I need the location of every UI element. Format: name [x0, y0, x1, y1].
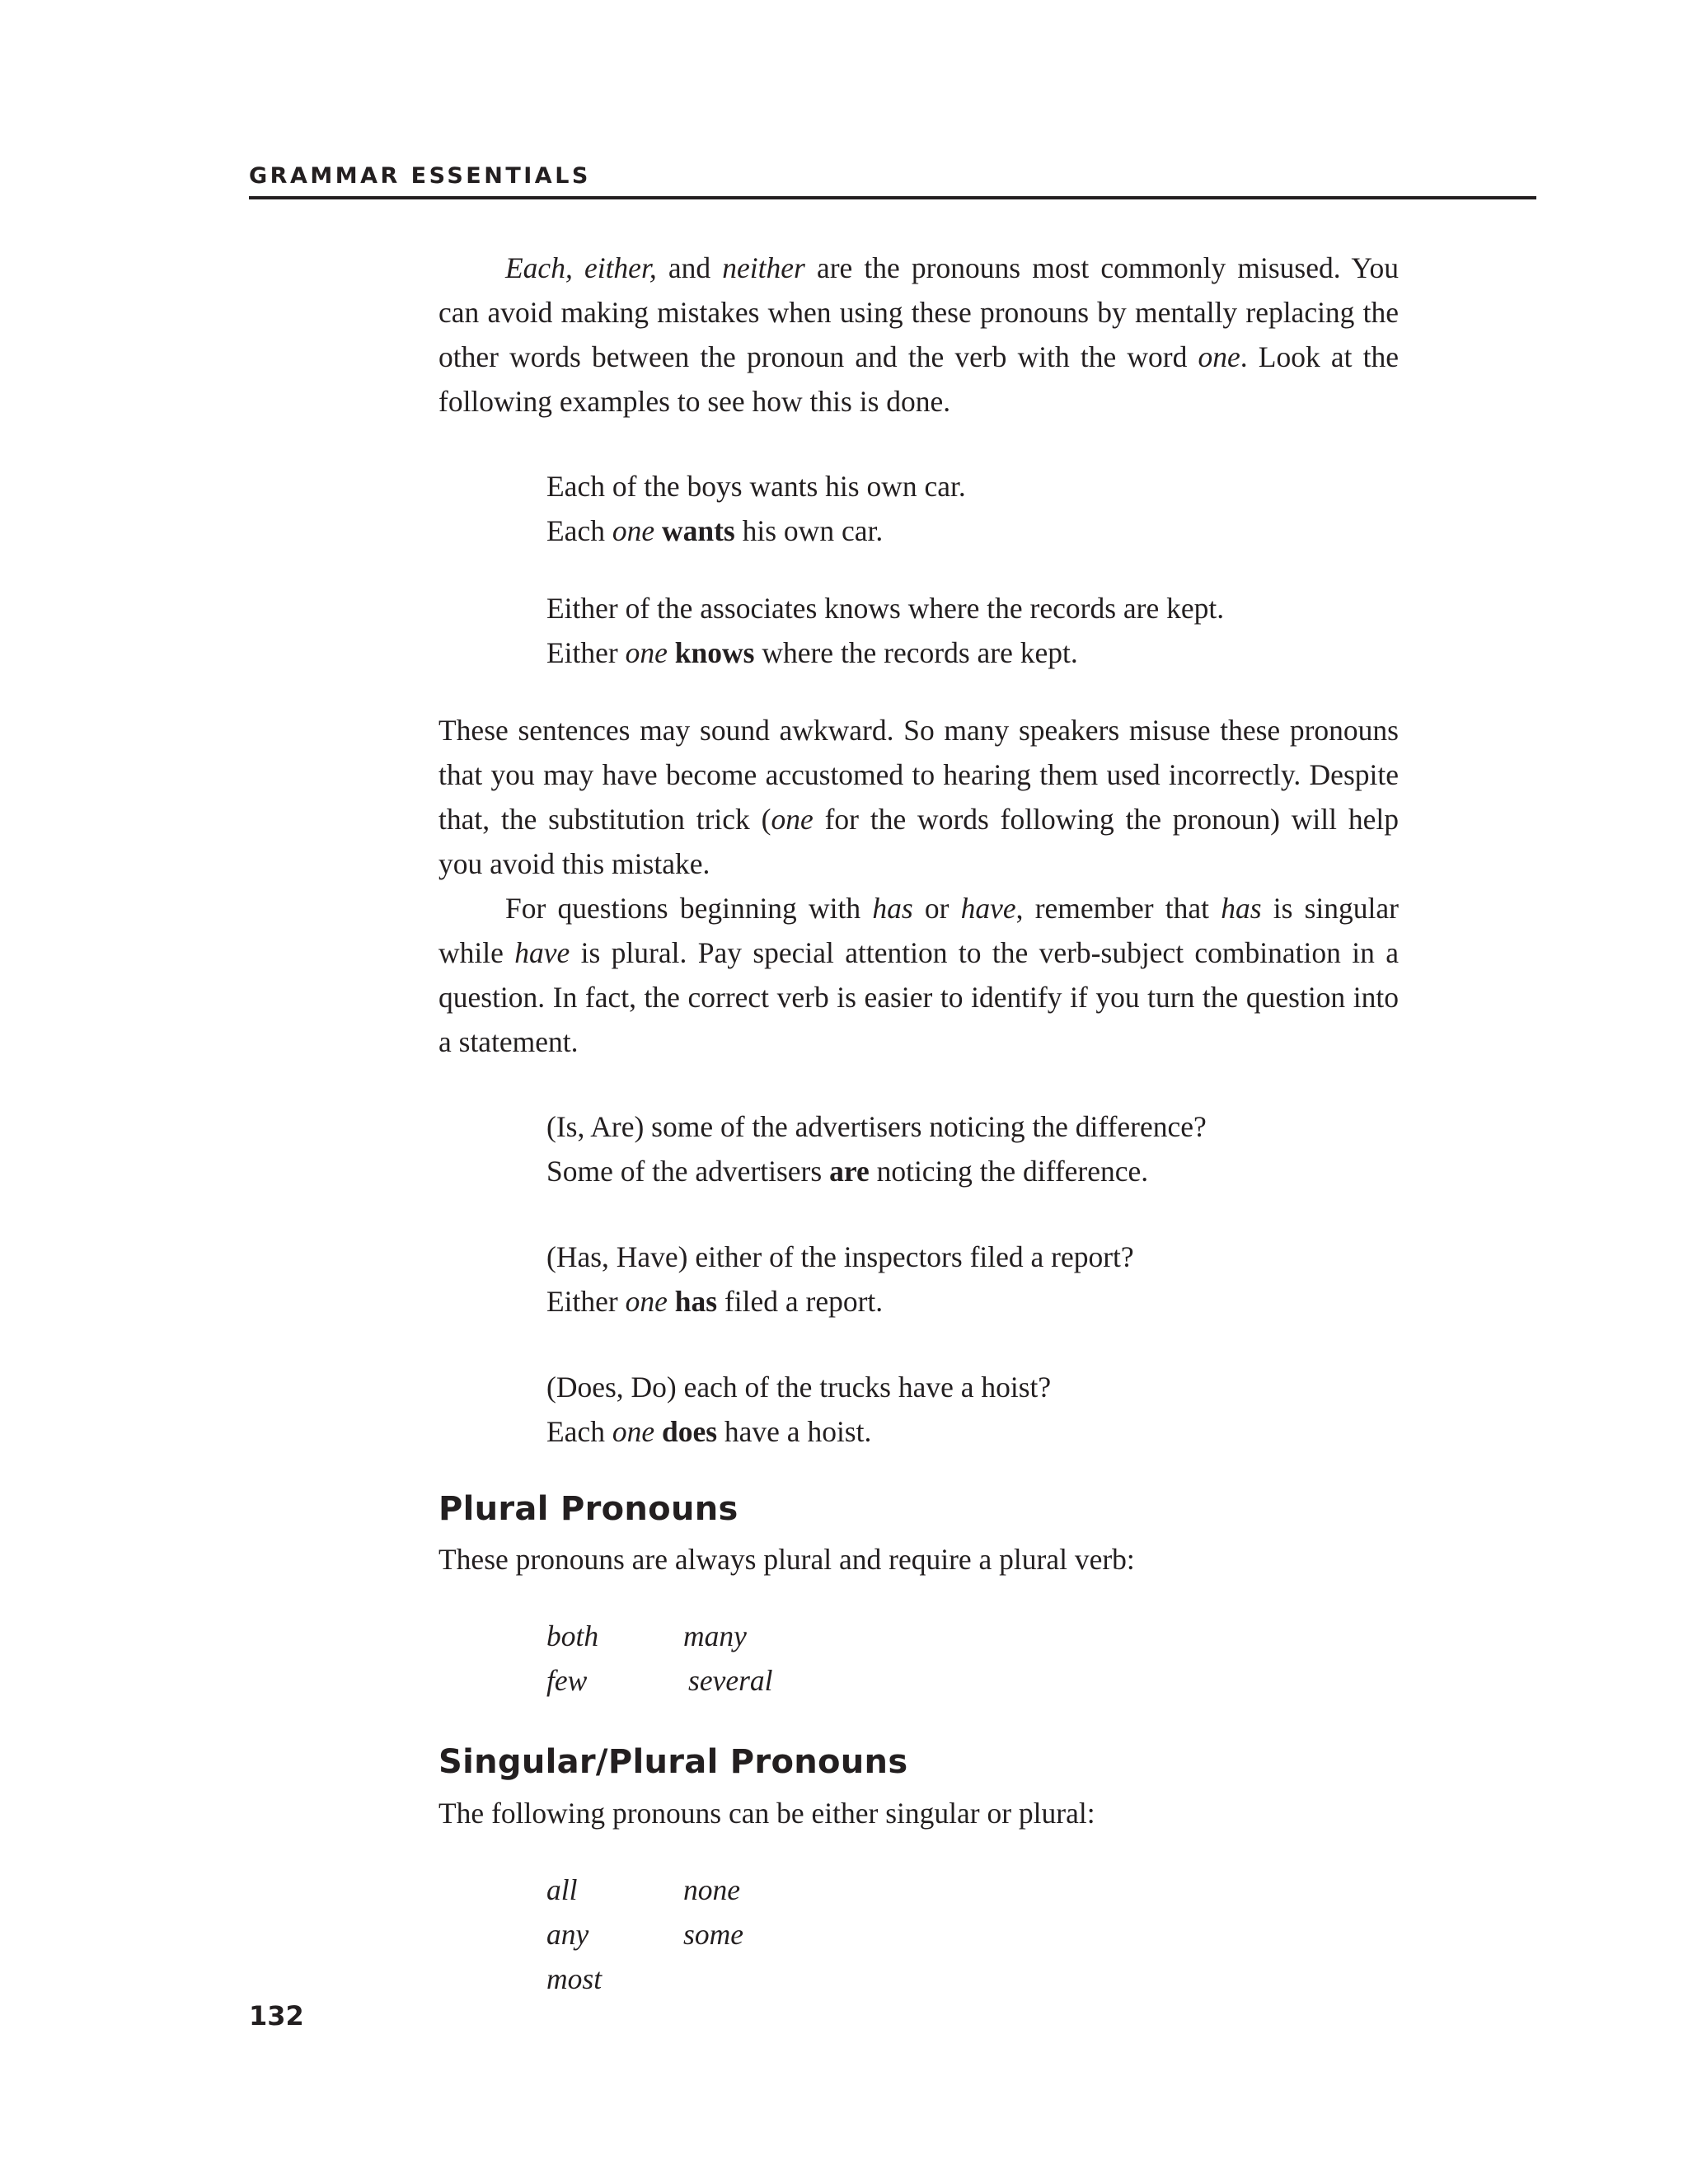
text-run: is plural. Pay special attention to the verb-subject combination in a question. In fact, the correct verb is easier to identify if you turn the question into a statement. — [438, 936, 1400, 1058]
pronoun-item: few — [546, 1664, 588, 1697]
text-run: is singular while — [438, 892, 1399, 969]
example-line — [546, 509, 1399, 553]
example-line — [546, 1409, 1399, 1454]
header-rule — [249, 196, 1536, 199]
italic-term: one — [612, 514, 655, 547]
example-line — [546, 1279, 1399, 1324]
text-run: filed a report. — [717, 1285, 884, 1318]
italic-term: has — [1221, 892, 1262, 925]
heading-plural-pronouns: Plural Pronouns — [438, 1490, 738, 1528]
pronoun-item: some — [683, 1918, 743, 1951]
example-has-have — [438, 1235, 1399, 1324]
text-run: For questions beginning with — [505, 892, 873, 925]
text-run: or — [912, 892, 961, 925]
italic-term: one — [625, 636, 668, 669]
text-run: These sentences may sound awkward. So many speakers misuse these pronouns that you may have become accustomed to hearing them used incorrectly. Despite that, the substitution trick ( — [438, 714, 1399, 836]
example-line: (Does, Do) each of the trucks have a hoist? — [546, 1371, 1052, 1404]
text-run: for the words following the pronoun) will help you avoid this mistake. — [438, 803, 1399, 880]
heading-singular-plural-pronouns: Singular/Plural Pronouns — [438, 1743, 908, 1781]
singular-plural-intro: The following pronouns can be either singular or plural: — [438, 1797, 1095, 1830]
text-run: his own car. — [734, 514, 884, 547]
text-run — [654, 514, 662, 547]
text-run: where the records are kept. — [754, 636, 1078, 669]
text-run: Some of the advertisers — [546, 1155, 830, 1188]
example-either — [438, 586, 1399, 675]
italic-term: one — [612, 1415, 655, 1448]
text-run: Each — [546, 1415, 612, 1448]
pronoun-item: none — [683, 1873, 741, 1906]
paragraph-awkward — [438, 708, 1399, 886]
example-does-do — [438, 1365, 1399, 1454]
list-row — [546, 1912, 820, 1957]
bold-verb: does — [661, 1415, 718, 1448]
italic-term: one — [1198, 340, 1240, 373]
list-row — [546, 1658, 825, 1703]
text-run: and — [656, 251, 723, 284]
italic-term: one — [771, 803, 814, 836]
italic-term: Each, either, — [505, 251, 657, 284]
text-run: noticing the difference. — [869, 1155, 1149, 1188]
list-row — [546, 1957, 820, 2001]
example-line: (Is, Are) some of the advertisers noticing the difference? — [546, 1110, 1207, 1143]
text-run: Either — [546, 1285, 626, 1318]
paragraph-questions — [438, 886, 1399, 1064]
example-line — [546, 630, 1399, 675]
text-run: . Look at the following examples to see how this is done. — [438, 340, 1399, 418]
pronoun-item: many — [683, 1619, 747, 1652]
text-run: , remember that — [1015, 892, 1221, 925]
plural-intro: These pronouns are always plural and require a plural verb: — [438, 1543, 1135, 1576]
text-run — [654, 1415, 662, 1448]
list-row — [546, 1614, 825, 1658]
example-line: (Has, Have) either of the inspectors filed a report? — [546, 1240, 1134, 1273]
bold-verb: wants — [661, 514, 735, 547]
text-run — [668, 1285, 675, 1318]
bold-verb: are — [829, 1155, 870, 1188]
example-line: Each of the boys wants his own car. — [546, 470, 966, 503]
text-run: Either — [546, 636, 626, 669]
paragraph-intro — [438, 246, 1399, 424]
main-text-block — [438, 246, 1399, 1454]
text-run — [668, 636, 675, 669]
text-run: are the pronouns most commonly misused. You can avoid making mistakes when using these pronouns by mentally replacing the other words between the pronoun and the verb with the word — [438, 251, 1400, 373]
list-row — [546, 1868, 820, 1912]
italic-term: one — [625, 1285, 668, 1318]
text-run: have a hoist. — [717, 1415, 872, 1448]
pronoun-item: several — [688, 1664, 773, 1697]
bold-verb: has — [674, 1285, 718, 1318]
text-run: Each — [546, 514, 612, 547]
plural-pronoun-list — [546, 1614, 825, 1703]
pronoun-item: both — [546, 1619, 599, 1652]
singular-plural-pronoun-list — [546, 1868, 820, 2001]
pronoun-item: all — [546, 1873, 578, 1906]
italic-term: neither — [722, 251, 805, 284]
italic-term: have — [960, 892, 1016, 925]
page-number: 132 — [249, 2000, 304, 2032]
example-is-are — [438, 1104, 1399, 1193]
example-line: Either of the associates knows where the records are kept. — [546, 592, 1225, 625]
bold-verb: knows — [674, 636, 755, 669]
pronoun-item: most — [546, 1962, 603, 1995]
example-each — [438, 464, 1399, 553]
example-line — [546, 1149, 1399, 1193]
pronoun-item: any — [546, 1918, 589, 1951]
running-header: GRAMMAR ESSENTIALS — [249, 163, 591, 189]
italic-term: has — [872, 892, 913, 925]
italic-term: have — [514, 936, 570, 969]
